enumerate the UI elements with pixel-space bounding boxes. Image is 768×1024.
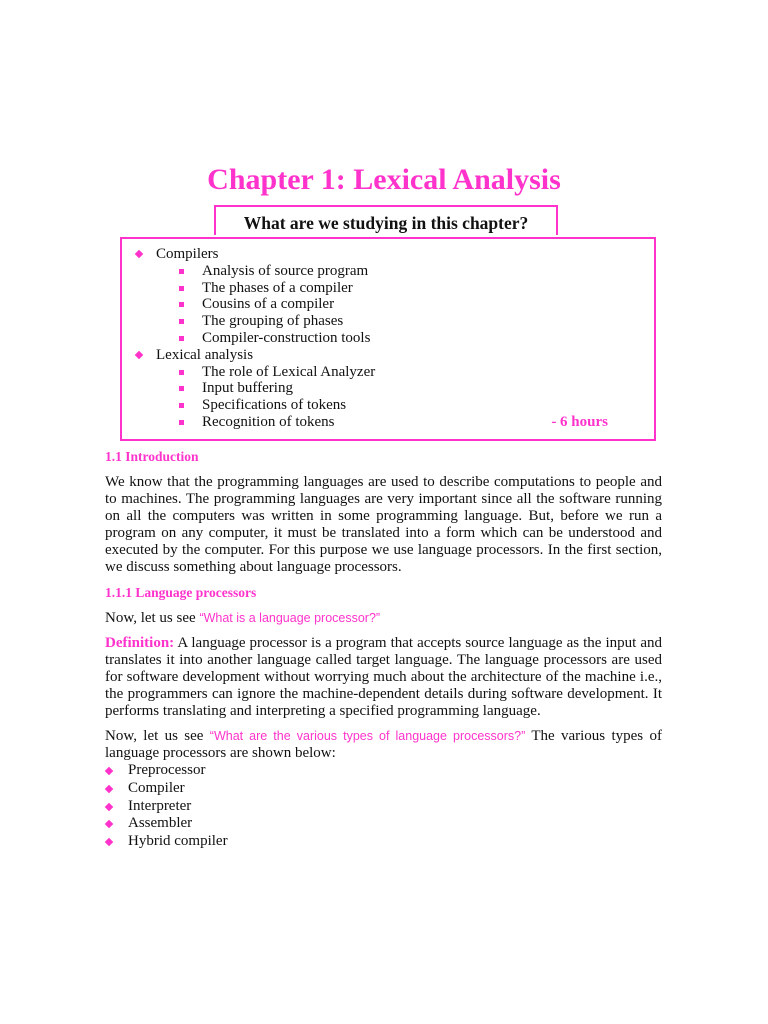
outline-list [134, 246, 644, 431]
chapter-body [105, 448, 662, 851]
square-bullet-icon [179, 269, 184, 274]
list-item-label: Compiler [128, 779, 185, 796]
outline-subitem-label: Recognition of tokens [202, 413, 335, 430]
outline-subitem [134, 313, 644, 330]
outline-subitem-label: Input buffering [202, 380, 293, 397]
outline-subitem [134, 364, 644, 381]
square-bullet-icon [179, 302, 184, 307]
list-item [105, 833, 662, 851]
list-item-label: Assembler [128, 815, 193, 832]
chapter-title: Chapter 1: Lexical Analysis [207, 163, 561, 196]
outline-subitem-label: Specifications of tokens [202, 397, 347, 414]
definition-label: Definition: [105, 635, 175, 651]
outline-subitem [134, 263, 644, 280]
outline-subitem-label: The role of Lexical Analyzer [202, 363, 376, 380]
square-bullet-icon [179, 336, 184, 341]
definition-paragraph [105, 635, 662, 720]
diamond-bullet-icon [105, 767, 113, 775]
square-bullet-icon [179, 403, 184, 408]
outline-subitem [134, 296, 644, 313]
question-prefix: Now, let us see [105, 728, 210, 744]
list-item [105, 815, 662, 833]
list-item [105, 780, 662, 798]
question-quote: “What are the various types of language processors?” [209, 729, 526, 743]
diamond-bullet-icon [135, 250, 143, 258]
study-box-title: What are we studying in this chapter? [214, 205, 558, 235]
square-bullet-icon [179, 286, 184, 291]
duration-label: - 6 hours [551, 413, 608, 430]
outline-subitem [134, 397, 644, 414]
outline-topic-compilers [134, 246, 644, 263]
diamond-bullet-icon [105, 802, 113, 810]
square-bullet-icon [179, 370, 184, 375]
outline-subitem-label: Cousins of a compiler [202, 296, 335, 313]
section-heading-language-processors: 1.1.1 Language processors [105, 585, 257, 600]
list-item [105, 798, 662, 816]
outline-subitem-label: Compiler-construction tools [202, 329, 371, 346]
list-item-label: Interpreter [128, 797, 192, 814]
definition-text: A language processor is a program that accepts source language as the input and translates it into another language called target language. The language processors are used for software development without worrying much about the architecture of the machine i.e., the programmers can ignore the machine-dependent details during software development. It performs translating and interpreting a specified programming language. [105, 635, 662, 719]
list-item-label: Preprocessor [128, 762, 206, 778]
question-prefix: Now, let us see [105, 610, 200, 626]
section-heading-introduction: 1.1 Introduction [105, 449, 199, 464]
introduction-paragraph: We know that the programming languages are used to describe computations to people and to machines. The programming languages are very important since all the software running on all the computers was written in some programming language. But, before we run a program on any computer, it must be translated into a form which can be understood and executed by the computer. For this purpose we use language processors. In the first section, we discuss something about language processors. [105, 474, 662, 575]
question-paragraph-1 [105, 610, 662, 627]
outline-subitem [134, 330, 644, 347]
diamond-bullet-icon [105, 838, 113, 846]
outline-subitem [134, 280, 644, 297]
question-quote: “What is a language processor?” [199, 611, 381, 625]
diamond-bullet-icon [105, 785, 113, 793]
list-item [105, 762, 662, 780]
square-bullet-icon [179, 386, 184, 391]
outline-topic-label: Lexical analysis [156, 346, 254, 363]
question-suffix: The various types of language processors are shown below: [105, 728, 662, 761]
list-item-label: Hybrid compiler [128, 833, 228, 850]
diamond-bullet-icon [105, 820, 113, 828]
diamond-bullet-icon [135, 351, 143, 359]
square-bullet-icon [179, 420, 184, 425]
outline-subitem [134, 414, 644, 431]
outline-subitem-label: Analysis of source program [202, 262, 369, 279]
outline-topic-label: Compilers [156, 246, 219, 262]
processor-types-list [105, 762, 662, 851]
chapter-outline-box [120, 237, 656, 441]
outline-topic-lexical-analysis [134, 347, 644, 364]
square-bullet-icon [179, 319, 184, 324]
outline-subitem [134, 380, 644, 397]
question-paragraph-2 [105, 728, 662, 762]
outline-subitem-label: The phases of a compiler [202, 279, 353, 296]
outline-subitem-label: The grouping of phases [202, 313, 344, 330]
